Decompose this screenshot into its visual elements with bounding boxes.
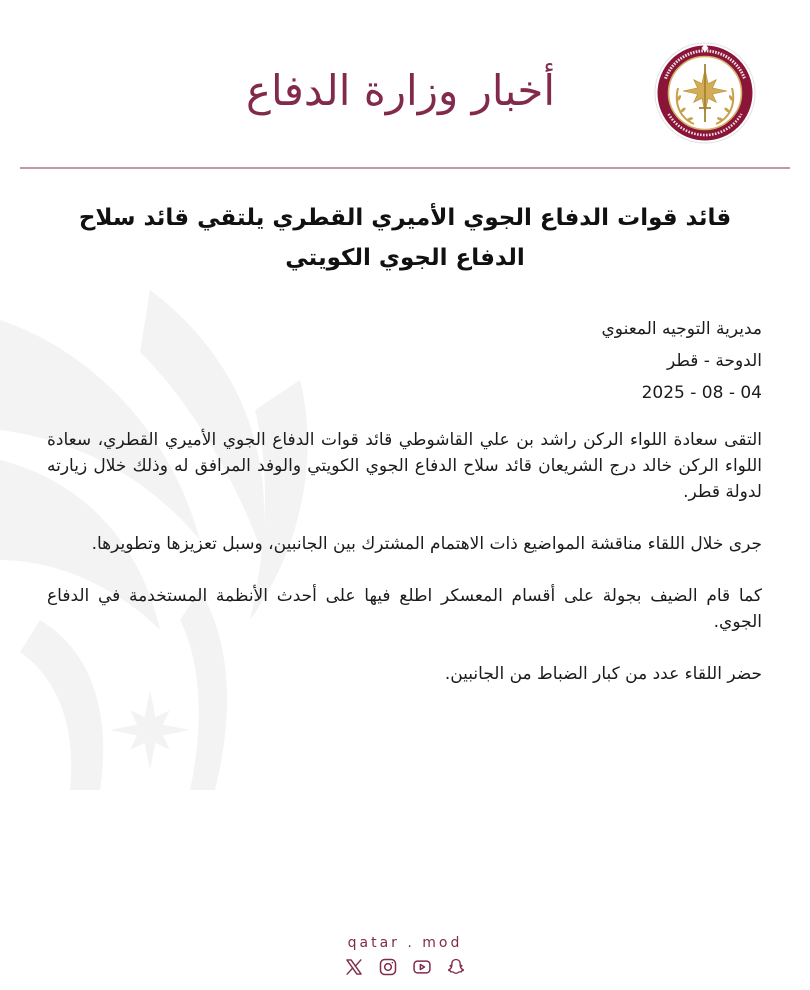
article-date: 2025 - 08 - 04 <box>641 383 762 403</box>
social-handle: qatar . mod <box>347 935 463 951</box>
social-icons <box>0 957 810 977</box>
youtube-icon <box>412 957 432 977</box>
article-paragraph: جرى خلال اللقاء مناقشة المواضيع ذات الاهتمام المشترك بين الجانبين، وسبل تعزيزها وتطويرها. <box>91 534 762 554</box>
article-location: الدوحة - قطر <box>666 351 762 371</box>
x-icon <box>344 957 364 977</box>
article-paragraph: التقى سعادة اللواء الركن راشد بن علي القاشوطي قائد قوات الدفاع الجوي الأميري القطري، سعادة اللواء الركن خالد درج الشريعان قائد سلاح الدفاع الجوي الكويتي والوفد المرافق له وذلك خلال زيارته لدولة قطر. <box>47 430 762 502</box>
article-paragraphs <box>47 427 762 687</box>
page-title: أخبار وزارة الدفاع <box>245 66 555 115</box>
header-divider <box>20 167 790 169</box>
article-body <box>47 313 762 713</box>
article-source: مديرية التوجيه المعنوي <box>601 319 762 339</box>
snapchat-icon <box>446 957 466 977</box>
armed-forces-emblem-icon <box>654 42 756 144</box>
article-paragraph: حضر اللقاء عدد من كبار الضباط من الجانبين. <box>444 664 762 684</box>
instagram-icon <box>378 957 398 977</box>
article-headline: قائد قوات الدفاع الجوي الأميري القطري يلتقي قائد سلاح الدفاع الجوي الكويتي <box>78 205 732 271</box>
article-paragraph: كما قام الضيف بجولة على أقسام المعسكر اطلع فيها على أحدث الأنظمة المستخدمة في الدفاع الجوي. <box>47 586 762 632</box>
